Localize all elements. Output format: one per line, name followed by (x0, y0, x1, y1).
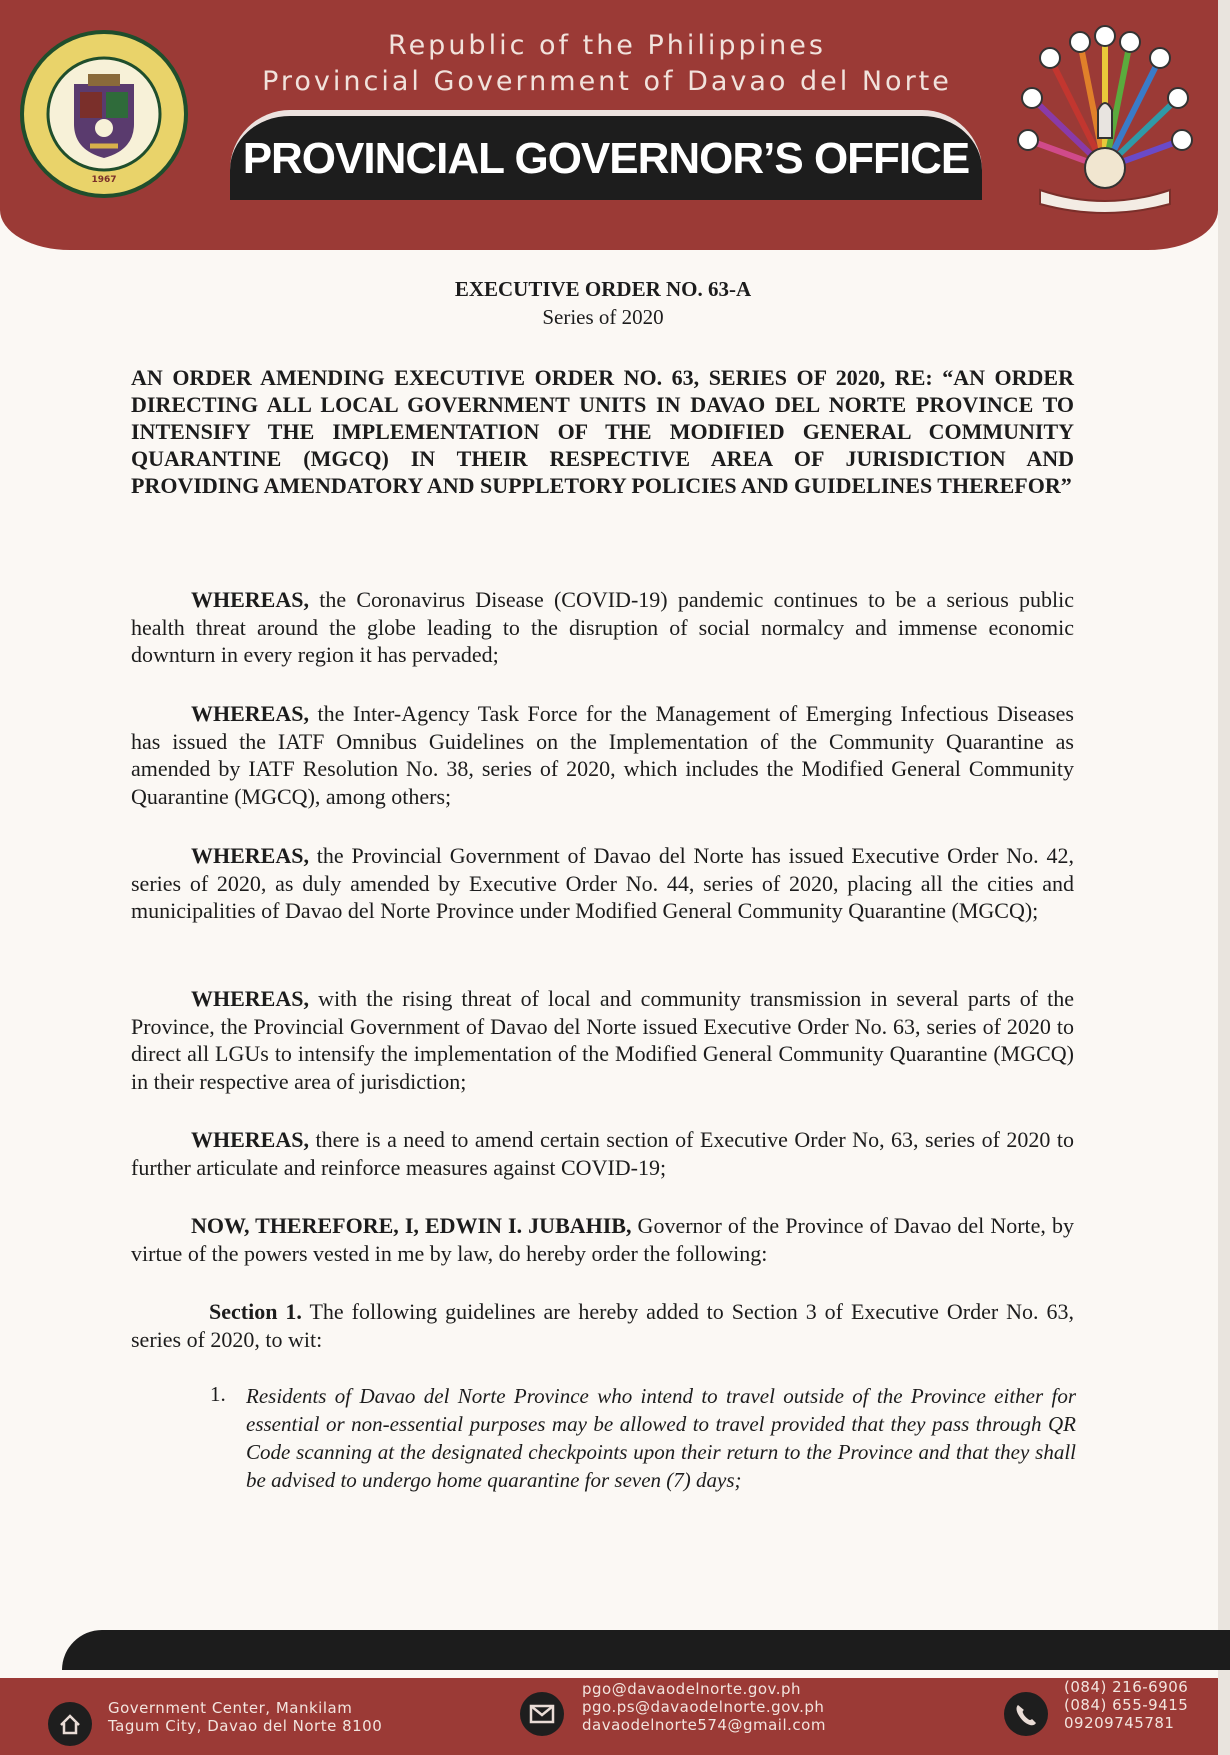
paragraph-text: the Coronavirus Disease (COVID-19) pandemic continues to be a serious public health threat around the globe leading to the disruption of social normalcy and immense economic downturn in every region it has pervaded; (131, 587, 1074, 667)
address-line-2: Tagum City, Davao del Norte 8100 (108, 1717, 383, 1735)
office-banner-title: PROVINCIAL GOVERNOR’S OFFICE (242, 134, 970, 183)
page-edge (1218, 0, 1230, 1755)
address-line-1: Government Center, Mankilam (108, 1699, 353, 1717)
phone-line-1: (084) 216-6906 (1064, 1678, 1189, 1696)
whereas-paragraph-2 (131, 700, 1074, 810)
paragraph-text: the Inter-Agency Task Force for the Management of Emerging Infectious Diseases has issued the IATF Omnibus Guidelines on the Implementation of the Community Quarantine as amended by IATF Resolution No. 38, series of 2020, which includes the Modified General Community Quarantine (MGCQ), among others; (131, 701, 1074, 809)
whereas-paragraph-1 (131, 586, 1074, 669)
email-line-3[interactable]: davaodelnorte574@gmail.com (582, 1716, 826, 1734)
paragraph-lead: WHEREAS, (191, 1127, 309, 1152)
davnor-team-logo-icon (1010, 18, 1200, 218)
paragraph-lead: NOW, THEREFORE, I, EDWIN I. JUBAHIB, (191, 1213, 632, 1238)
email-line-1[interactable]: pgo@davaodelnorte.gov.ph (582, 1680, 802, 1698)
footer-emails (582, 1680, 826, 1734)
mail-icon (520, 1692, 564, 1736)
footer-phones (1064, 1678, 1188, 1732)
whereas-paragraph-4 (131, 985, 1074, 1095)
section-1-paragraph (131, 1298, 1074, 1353)
footer-dark-band (62, 1630, 1230, 1670)
list-item-text: Residents of Davao del Norte Province who intend to travel outside of the Province either for essential or non-essential purposes may be allowed to travel provided that they pass through QR Code scanning at the designated checkpoints upon their return to the Province and that they shall be advised to undergo home quarantine for seven (7) days; (246, 1384, 1076, 1492)
whereas-paragraph-5 (131, 1126, 1074, 1181)
executive-order-series: Series of 2020 (542, 305, 664, 329)
order-title: AN ORDER AMENDING EXECUTIVE ORDER NO. 63, SERIES OF 2020, RE: “AN ORDER DIRECTING ALL LOCAL GOVERNMENT UNITS IN DAVAO DEL NORTE PROVINCE TO INTENSIFY THE IMPLEMENTATION OF THE MODIFIED GENERAL COMMUNITY QUARANTINE (MGCQ) IN THEIR RESPECTIVE AREA OF JURISDICTION AND PROVIDING AMENDATORY AND SUPPLETORY POLICIES AND GUIDELINES THEREFOR” (131, 365, 1074, 498)
office-banner (230, 110, 982, 200)
paragraph-text: there is a need to amend certain section of Executive Order No, 63, series of 2020 to further articulate and reinforce measures against COVID-19; (131, 1127, 1074, 1180)
email-line-2[interactable]: pgo.ps@davaodelnorte.gov.ph (582, 1698, 825, 1716)
paragraph-lead: WHEREAS, (191, 986, 309, 1011)
home-icon (48, 1702, 92, 1746)
phone-icon (1004, 1692, 1048, 1736)
footer-address (108, 1699, 382, 1735)
list-item-number: 1. (210, 1382, 226, 1406)
letterhead-header (0, 0, 1218, 250)
paragraph-text: Governor of the Province of Davao del Norte, by virtue of the powers vested in me by law, do hereby order the following: (131, 1213, 1074, 1266)
paragraph-lead: WHEREAS, (191, 701, 309, 726)
paragraph-lead: WHEREAS, (191, 587, 309, 612)
provincial-seal-icon (18, 28, 190, 200)
paragraph-text: the Provincial Government of Davao del Norte has issued Executive Order No. 42, series of 2020, as duly amended by Executive Order No. 44, series of 2020, placing all the cities and municipalities of Davao del Norte Province under Modified General Community Quarantine (MGCQ); (131, 843, 1074, 923)
executive-order-number: EXECUTIVE ORDER NO. 63-A (454, 277, 752, 301)
paragraph-text: with the rising threat of local and community transmission in several parts of the Province, the Provincial Government of Davao del Norte issued Executive Order No. 63, series of 2020 to direct all LGUs to intensify the implementation of the Modified General Community Quarantine (MGCQ) in their respective area of jurisdiction; (131, 986, 1074, 1094)
now-therefore-paragraph (131, 1212, 1074, 1267)
letterhead-footer (0, 1678, 1218, 1755)
whereas-paragraph-3 (131, 842, 1074, 925)
paragraph-text: The following guidelines are hereby added to Section 3 of Executive Order No. 63, series of 2020, to wit: (131, 1299, 1074, 1352)
paragraph-lead: Section 1. (209, 1299, 302, 1324)
phone-line-2: (084) 655-9415 (1064, 1696, 1189, 1714)
header-government-line: Provincial Government of Davao del Norte (262, 66, 952, 97)
phone-line-3: 09209745781 (1064, 1714, 1175, 1732)
header-republic-line: Republic of the Philippines (388, 30, 826, 61)
paragraph-lead: WHEREAS, (191, 843, 309, 868)
seal-year-text: 1967 (91, 175, 117, 185)
